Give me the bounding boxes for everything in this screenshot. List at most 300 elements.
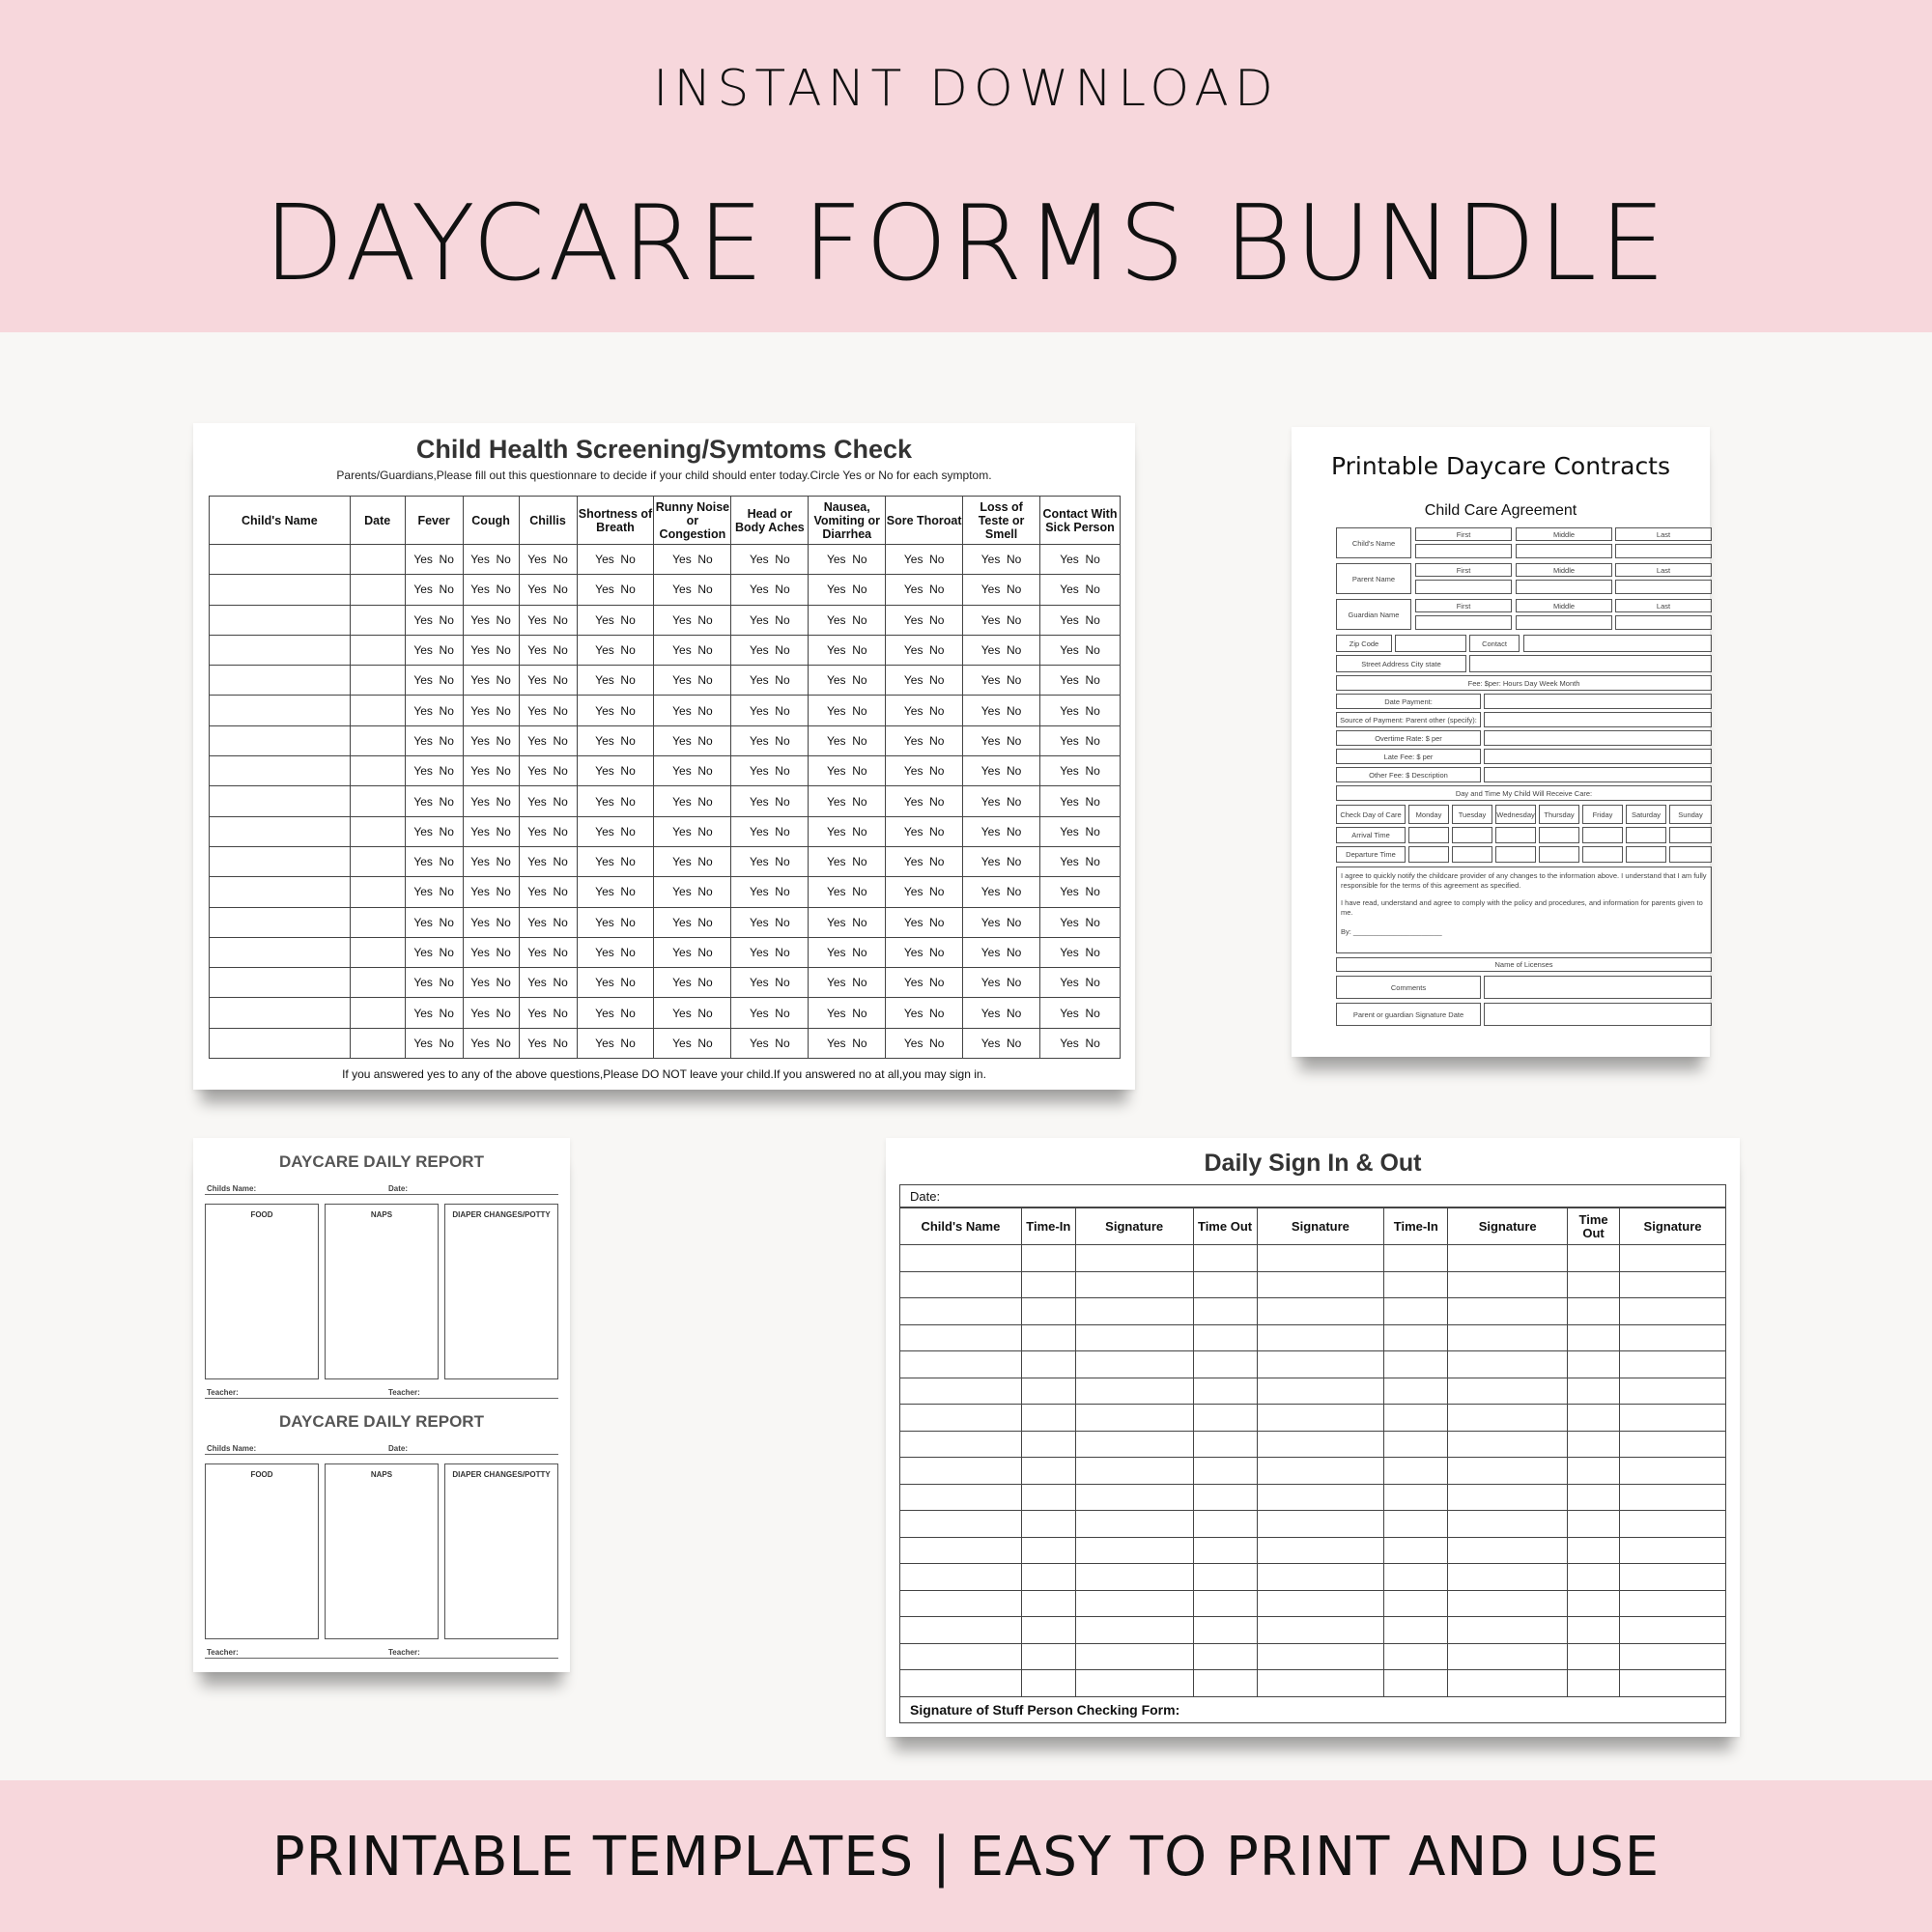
yes-no-option[interactable]: Yes No xyxy=(886,545,963,575)
blank-cell[interactable] xyxy=(1568,1564,1620,1591)
yes-no-option[interactable]: Yes No xyxy=(405,816,463,846)
blank-cell[interactable] xyxy=(1021,1298,1075,1325)
blank-cell[interactable] xyxy=(1384,1351,1448,1378)
blank-cell[interactable] xyxy=(900,1590,1022,1617)
yes-no-option[interactable]: Yes No xyxy=(405,575,463,605)
blank-cell[interactable] xyxy=(350,696,405,725)
blank-cell[interactable] xyxy=(1257,1670,1384,1697)
yes-no-option[interactable]: Yes No xyxy=(654,666,731,696)
blank-cell[interactable] xyxy=(1193,1643,1257,1670)
blank-cell[interactable] xyxy=(1257,1537,1384,1564)
blank-cell[interactable] xyxy=(1021,1458,1075,1485)
yes-no-option[interactable]: Yes No xyxy=(654,756,731,786)
blank-cell[interactable] xyxy=(900,1484,1022,1511)
yes-no-option[interactable]: Yes No xyxy=(463,696,519,725)
yes-no-option[interactable]: Yes No xyxy=(1040,998,1121,1028)
blank-cell[interactable] xyxy=(1021,1431,1075,1458)
blank-cell[interactable] xyxy=(350,877,405,907)
blank-cell[interactable] xyxy=(1568,1670,1620,1697)
yes-no-option[interactable]: Yes No xyxy=(809,968,886,998)
yes-no-option[interactable]: Yes No xyxy=(519,575,577,605)
blank-cell[interactable] xyxy=(1257,1271,1384,1298)
yes-no-option[interactable]: Yes No xyxy=(577,1028,654,1058)
blank-cell[interactable] xyxy=(1075,1405,1193,1432)
blank-cell[interactable] xyxy=(1384,1431,1448,1458)
blank-cell[interactable] xyxy=(1620,1564,1726,1591)
yes-no-option[interactable]: Yes No xyxy=(963,937,1040,967)
blank-cell[interactable] xyxy=(1193,1458,1257,1485)
blank-cell[interactable] xyxy=(1257,1324,1384,1351)
yes-no-option[interactable]: Yes No xyxy=(654,998,731,1028)
yes-no-option[interactable]: Yes No xyxy=(577,846,654,876)
blank-cell[interactable] xyxy=(350,635,405,665)
yes-no-option[interactable]: Yes No xyxy=(577,937,654,967)
yes-no-option[interactable]: Yes No xyxy=(463,907,519,937)
yes-no-option[interactable]: Yes No xyxy=(731,786,809,816)
yes-no-option[interactable]: Yes No xyxy=(519,907,577,937)
blank-cell[interactable] xyxy=(210,666,351,696)
yes-no-option[interactable]: Yes No xyxy=(463,725,519,755)
blank-cell[interactable] xyxy=(1021,1245,1075,1272)
yes-no-option[interactable]: Yes No xyxy=(809,846,886,876)
blank-cell[interactable] xyxy=(1384,1271,1448,1298)
blank-cell[interactable] xyxy=(1620,1643,1726,1670)
blank-cell[interactable] xyxy=(1257,1643,1384,1670)
yes-no-option[interactable]: Yes No xyxy=(577,635,654,665)
yes-no-option[interactable]: Yes No xyxy=(731,907,809,937)
yes-no-option[interactable]: Yes No xyxy=(519,846,577,876)
yes-no-option[interactable]: Yes No xyxy=(1040,575,1121,605)
yes-no-option[interactable]: Yes No xyxy=(654,696,731,725)
blank-cell[interactable] xyxy=(210,605,351,635)
blank-cell[interactable] xyxy=(1620,1298,1726,1325)
yes-no-option[interactable]: Yes No xyxy=(1040,907,1121,937)
yes-no-option[interactable]: Yes No xyxy=(577,666,654,696)
yes-no-option[interactable]: Yes No xyxy=(886,968,963,998)
blank-cell[interactable] xyxy=(350,605,405,635)
yes-no-option[interactable]: Yes No xyxy=(405,545,463,575)
yes-no-option[interactable]: Yes No xyxy=(654,545,731,575)
blank-cell[interactable] xyxy=(1021,1324,1075,1351)
blank-cell[interactable] xyxy=(1568,1643,1620,1670)
blank-cell[interactable] xyxy=(1620,1271,1726,1298)
yes-no-option[interactable]: Yes No xyxy=(519,696,577,725)
blank-cell[interactable] xyxy=(900,1617,1022,1644)
blank-cell[interactable] xyxy=(1384,1324,1448,1351)
blank-cell[interactable] xyxy=(1448,1271,1568,1298)
yes-no-option[interactable]: Yes No xyxy=(963,998,1040,1028)
yes-no-option[interactable]: Yes No xyxy=(463,998,519,1028)
yes-no-option[interactable]: Yes No xyxy=(886,846,963,876)
yes-no-option[interactable]: Yes No xyxy=(463,605,519,635)
yes-no-option[interactable]: Yes No xyxy=(519,937,577,967)
yes-no-option[interactable]: Yes No xyxy=(405,786,463,816)
blank-cell[interactable] xyxy=(1257,1405,1384,1432)
yes-no-option[interactable]: Yes No xyxy=(1040,786,1121,816)
blank-cell[interactable] xyxy=(1075,1351,1193,1378)
blank-cell[interactable] xyxy=(1257,1590,1384,1617)
blank-cell[interactable] xyxy=(210,786,351,816)
blank-cell[interactable] xyxy=(1568,1617,1620,1644)
yes-no-option[interactable]: Yes No xyxy=(886,877,963,907)
blank-cell[interactable] xyxy=(1257,1245,1384,1272)
yes-no-option[interactable]: Yes No xyxy=(519,968,577,998)
yes-no-option[interactable]: Yes No xyxy=(809,725,886,755)
yes-no-option[interactable]: Yes No xyxy=(463,968,519,998)
blank-cell[interactable] xyxy=(1448,1511,1568,1538)
blank-cell[interactable] xyxy=(210,907,351,937)
yes-no-option[interactable]: Yes No xyxy=(577,968,654,998)
blank-cell[interactable] xyxy=(210,998,351,1028)
blank-cell[interactable] xyxy=(1075,1245,1193,1272)
blank-cell[interactable] xyxy=(1193,1617,1257,1644)
blank-cell[interactable] xyxy=(1568,1271,1620,1298)
blank-cell[interactable] xyxy=(1568,1298,1620,1325)
blank-cell[interactable] xyxy=(1075,1458,1193,1485)
blank-cell[interactable] xyxy=(1075,1564,1193,1591)
yes-no-option[interactable]: Yes No xyxy=(963,877,1040,907)
yes-no-option[interactable]: Yes No xyxy=(963,575,1040,605)
blank-cell[interactable] xyxy=(1620,1378,1726,1405)
yes-no-option[interactable]: Yes No xyxy=(809,907,886,937)
yes-no-option[interactable]: Yes No xyxy=(731,877,809,907)
blank-cell[interactable] xyxy=(350,968,405,998)
blank-cell[interactable] xyxy=(1384,1378,1448,1405)
yes-no-option[interactable]: Yes No xyxy=(654,1028,731,1058)
blank-cell[interactable] xyxy=(1075,1431,1193,1458)
blank-cell[interactable] xyxy=(1620,1324,1726,1351)
yes-no-option[interactable]: Yes No xyxy=(405,696,463,725)
yes-no-option[interactable]: Yes No xyxy=(731,756,809,786)
yes-no-option[interactable]: Yes No xyxy=(963,816,1040,846)
blank-cell[interactable] xyxy=(350,666,405,696)
blank-cell[interactable] xyxy=(1568,1405,1620,1432)
blank-cell[interactable] xyxy=(350,756,405,786)
blank-cell[interactable] xyxy=(1448,1643,1568,1670)
yes-no-option[interactable]: Yes No xyxy=(405,907,463,937)
yes-no-option[interactable]: Yes No xyxy=(463,1028,519,1058)
blank-cell[interactable] xyxy=(1257,1458,1384,1485)
blank-cell[interactable] xyxy=(900,1378,1022,1405)
blank-cell[interactable] xyxy=(210,545,351,575)
blank-cell[interactable] xyxy=(350,725,405,755)
yes-no-option[interactable]: Yes No xyxy=(405,756,463,786)
blank-cell[interactable] xyxy=(1620,1537,1726,1564)
yes-no-option[interactable]: Yes No xyxy=(809,696,886,725)
yes-no-option[interactable]: Yes No xyxy=(654,816,731,846)
yes-no-option[interactable]: Yes No xyxy=(519,816,577,846)
yes-no-option[interactable]: Yes No xyxy=(886,696,963,725)
blank-cell[interactable] xyxy=(1193,1405,1257,1432)
blank-cell[interactable] xyxy=(900,1298,1022,1325)
yes-no-option[interactable]: Yes No xyxy=(654,968,731,998)
yes-no-option[interactable]: Yes No xyxy=(654,877,731,907)
blank-cell[interactable] xyxy=(1075,1590,1193,1617)
blank-cell[interactable] xyxy=(1075,1617,1193,1644)
yes-no-option[interactable]: Yes No xyxy=(809,756,886,786)
yes-no-option[interactable]: Yes No xyxy=(577,545,654,575)
yes-no-option[interactable]: Yes No xyxy=(886,635,963,665)
blank-cell[interactable] xyxy=(350,545,405,575)
yes-no-option[interactable]: Yes No xyxy=(731,846,809,876)
blank-cell[interactable] xyxy=(1193,1670,1257,1697)
yes-no-option[interactable]: Yes No xyxy=(519,786,577,816)
yes-no-option[interactable]: Yes No xyxy=(731,575,809,605)
blank-cell[interactable] xyxy=(1448,1537,1568,1564)
yes-no-option[interactable]: Yes No xyxy=(809,1028,886,1058)
blank-cell[interactable] xyxy=(1075,1670,1193,1697)
blank-cell[interactable] xyxy=(350,907,405,937)
blank-cell[interactable] xyxy=(1384,1484,1448,1511)
blank-cell[interactable] xyxy=(1193,1324,1257,1351)
blank-cell[interactable] xyxy=(1193,1378,1257,1405)
blank-cell[interactable] xyxy=(1021,1564,1075,1591)
blank-cell[interactable] xyxy=(1021,1351,1075,1378)
blank-cell[interactable] xyxy=(1193,1351,1257,1378)
yes-no-option[interactable]: Yes No xyxy=(886,605,963,635)
yes-no-option[interactable]: Yes No xyxy=(731,605,809,635)
yes-no-option[interactable]: Yes No xyxy=(809,545,886,575)
blank-cell[interactable] xyxy=(900,1351,1022,1378)
yes-no-option[interactable]: Yes No xyxy=(519,666,577,696)
yes-no-option[interactable]: Yes No xyxy=(1040,635,1121,665)
blank-cell[interactable] xyxy=(1448,1590,1568,1617)
blank-cell[interactable] xyxy=(210,696,351,725)
blank-cell[interactable] xyxy=(1568,1484,1620,1511)
blank-cell[interactable] xyxy=(1448,1564,1568,1591)
yes-no-option[interactable]: Yes No xyxy=(809,575,886,605)
blank-cell[interactable] xyxy=(1384,1511,1448,1538)
yes-no-option[interactable]: Yes No xyxy=(1040,545,1121,575)
blank-cell[interactable] xyxy=(1620,1405,1726,1432)
blank-cell[interactable] xyxy=(1257,1511,1384,1538)
yes-no-option[interactable]: Yes No xyxy=(519,877,577,907)
blank-cell[interactable] xyxy=(1384,1298,1448,1325)
blank-cell[interactable] xyxy=(1021,1643,1075,1670)
blank-cell[interactable] xyxy=(1448,1670,1568,1697)
yes-no-option[interactable]: Yes No xyxy=(405,998,463,1028)
yes-no-option[interactable]: Yes No xyxy=(886,575,963,605)
blank-cell[interactable] xyxy=(1448,1245,1568,1272)
blank-cell[interactable] xyxy=(1021,1271,1075,1298)
yes-no-option[interactable]: Yes No xyxy=(1040,846,1121,876)
yes-no-option[interactable]: Yes No xyxy=(405,725,463,755)
blank-cell[interactable] xyxy=(350,816,405,846)
yes-no-option[interactable]: Yes No xyxy=(809,816,886,846)
yes-no-option[interactable]: Yes No xyxy=(577,816,654,846)
yes-no-option[interactable]: Yes No xyxy=(809,998,886,1028)
yes-no-option[interactable]: Yes No xyxy=(654,907,731,937)
blank-cell[interactable] xyxy=(1021,1670,1075,1697)
blank-cell[interactable] xyxy=(1193,1245,1257,1272)
yes-no-option[interactable]: Yes No xyxy=(519,998,577,1028)
blank-cell[interactable] xyxy=(1568,1537,1620,1564)
yes-no-option[interactable]: Yes No xyxy=(731,635,809,665)
blank-cell[interactable] xyxy=(1568,1511,1620,1538)
yes-no-option[interactable]: Yes No xyxy=(577,877,654,907)
blank-cell[interactable] xyxy=(900,1670,1022,1697)
blank-cell[interactable] xyxy=(1021,1617,1075,1644)
yes-no-option[interactable]: Yes No xyxy=(654,605,731,635)
yes-no-option[interactable]: Yes No xyxy=(809,877,886,907)
blank-cell[interactable] xyxy=(350,998,405,1028)
yes-no-option[interactable]: Yes No xyxy=(463,635,519,665)
yes-no-option[interactable]: Yes No xyxy=(1040,605,1121,635)
blank-cell[interactable] xyxy=(1075,1324,1193,1351)
yes-no-option[interactable]: Yes No xyxy=(886,998,963,1028)
blank-cell[interactable] xyxy=(900,1537,1022,1564)
blank-cell[interactable] xyxy=(1193,1484,1257,1511)
yes-no-option[interactable]: Yes No xyxy=(963,545,1040,575)
blank-cell[interactable] xyxy=(350,1028,405,1058)
yes-no-option[interactable]: Yes No xyxy=(519,635,577,665)
blank-cell[interactable] xyxy=(900,1245,1022,1272)
yes-no-option[interactable]: Yes No xyxy=(405,635,463,665)
yes-no-option[interactable]: Yes No xyxy=(654,635,731,665)
blank-cell[interactable] xyxy=(1620,1617,1726,1644)
blank-cell[interactable] xyxy=(1193,1431,1257,1458)
blank-cell[interactable] xyxy=(1075,1378,1193,1405)
blank-cell[interactable] xyxy=(1021,1484,1075,1511)
yes-no-option[interactable]: Yes No xyxy=(519,756,577,786)
yes-no-option[interactable]: Yes No xyxy=(577,696,654,725)
yes-no-option[interactable]: Yes No xyxy=(519,1028,577,1058)
blank-cell[interactable] xyxy=(1075,1643,1193,1670)
blank-cell[interactable] xyxy=(1448,1617,1568,1644)
blank-cell[interactable] xyxy=(210,1028,351,1058)
yes-no-option[interactable]: Yes No xyxy=(1040,816,1121,846)
blank-cell[interactable] xyxy=(1257,1617,1384,1644)
blank-cell[interactable] xyxy=(1021,1378,1075,1405)
blank-cell[interactable] xyxy=(350,786,405,816)
blank-cell[interactable] xyxy=(1384,1670,1448,1697)
blank-cell[interactable] xyxy=(1384,1590,1448,1617)
blank-cell[interactable] xyxy=(1021,1511,1075,1538)
blank-cell[interactable] xyxy=(1620,1351,1726,1378)
blank-cell[interactable] xyxy=(1193,1590,1257,1617)
yes-no-option[interactable]: Yes No xyxy=(886,725,963,755)
blank-cell[interactable] xyxy=(900,1324,1022,1351)
yes-no-option[interactable]: Yes No xyxy=(886,907,963,937)
yes-no-option[interactable]: Yes No xyxy=(577,725,654,755)
blank-cell[interactable] xyxy=(1448,1351,1568,1378)
yes-no-option[interactable]: Yes No xyxy=(886,756,963,786)
yes-no-option[interactable]: Yes No xyxy=(963,756,1040,786)
blank-cell[interactable] xyxy=(1568,1378,1620,1405)
blank-cell[interactable] xyxy=(1257,1484,1384,1511)
yes-no-option[interactable]: Yes No xyxy=(731,816,809,846)
yes-no-option[interactable]: Yes No xyxy=(405,666,463,696)
blank-cell[interactable] xyxy=(1257,1351,1384,1378)
yes-no-option[interactable]: Yes No xyxy=(654,786,731,816)
blank-cell[interactable] xyxy=(210,937,351,967)
blank-cell[interactable] xyxy=(1568,1351,1620,1378)
blank-cell[interactable] xyxy=(1075,1537,1193,1564)
yes-no-option[interactable]: Yes No xyxy=(963,1028,1040,1058)
yes-no-option[interactable]: Yes No xyxy=(886,786,963,816)
blank-cell[interactable] xyxy=(1448,1431,1568,1458)
yes-no-option[interactable]: Yes No xyxy=(577,998,654,1028)
yes-no-option[interactable]: Yes No xyxy=(731,725,809,755)
yes-no-option[interactable]: Yes No xyxy=(405,1028,463,1058)
yes-no-option[interactable]: Yes No xyxy=(809,635,886,665)
blank-cell[interactable] xyxy=(210,968,351,998)
yes-no-option[interactable]: Yes No xyxy=(1040,756,1121,786)
blank-cell[interactable] xyxy=(1620,1431,1726,1458)
blank-cell[interactable] xyxy=(900,1405,1022,1432)
blank-cell[interactable] xyxy=(1568,1458,1620,1485)
yes-no-option[interactable]: Yes No xyxy=(809,605,886,635)
yes-no-option[interactable]: Yes No xyxy=(731,696,809,725)
blank-cell[interactable] xyxy=(350,846,405,876)
blank-cell[interactable] xyxy=(1257,1564,1384,1591)
yes-no-option[interactable]: Yes No xyxy=(463,575,519,605)
blank-cell[interactable] xyxy=(900,1511,1022,1538)
yes-no-option[interactable]: Yes No xyxy=(463,877,519,907)
yes-no-option[interactable]: Yes No xyxy=(577,907,654,937)
yes-no-option[interactable]: Yes No xyxy=(963,907,1040,937)
blank-cell[interactable] xyxy=(1075,1511,1193,1538)
yes-no-option[interactable]: Yes No xyxy=(463,786,519,816)
blank-cell[interactable] xyxy=(1448,1458,1568,1485)
blank-cell[interactable] xyxy=(210,756,351,786)
blank-cell[interactable] xyxy=(1620,1484,1726,1511)
yes-no-option[interactable]: Yes No xyxy=(963,846,1040,876)
blank-cell[interactable] xyxy=(350,575,405,605)
blank-cell[interactable] xyxy=(900,1564,1022,1591)
yes-no-option[interactable]: Yes No xyxy=(1040,937,1121,967)
yes-no-option[interactable]: Yes No xyxy=(731,545,809,575)
blank-cell[interactable] xyxy=(1448,1298,1568,1325)
yes-no-option[interactable]: Yes No xyxy=(463,756,519,786)
blank-cell[interactable] xyxy=(210,816,351,846)
yes-no-option[interactable]: Yes No xyxy=(963,696,1040,725)
yes-no-option[interactable]: Yes No xyxy=(405,968,463,998)
yes-no-option[interactable]: Yes No xyxy=(886,1028,963,1058)
blank-cell[interactable] xyxy=(1021,1537,1075,1564)
yes-no-option[interactable]: Yes No xyxy=(577,605,654,635)
blank-cell[interactable] xyxy=(1075,1271,1193,1298)
yes-no-option[interactable]: Yes No xyxy=(405,846,463,876)
blank-cell[interactable] xyxy=(900,1271,1022,1298)
blank-cell[interactable] xyxy=(1075,1484,1193,1511)
yes-no-option[interactable]: Yes No xyxy=(654,575,731,605)
blank-cell[interactable] xyxy=(1384,1405,1448,1432)
blank-cell[interactable] xyxy=(1021,1405,1075,1432)
yes-no-option[interactable]: Yes No xyxy=(405,605,463,635)
yes-no-option[interactable]: Yes No xyxy=(463,666,519,696)
blank-cell[interactable] xyxy=(210,575,351,605)
blank-cell[interactable] xyxy=(1193,1564,1257,1591)
yes-no-option[interactable]: Yes No xyxy=(1040,877,1121,907)
yes-no-option[interactable]: Yes No xyxy=(654,846,731,876)
blank-cell[interactable] xyxy=(1384,1617,1448,1644)
blank-cell[interactable] xyxy=(1568,1245,1620,1272)
blank-cell[interactable] xyxy=(1257,1431,1384,1458)
blank-cell[interactable] xyxy=(1448,1378,1568,1405)
blank-cell[interactable] xyxy=(350,937,405,967)
blank-cell[interactable] xyxy=(1384,1458,1448,1485)
yes-no-option[interactable]: Yes No xyxy=(463,816,519,846)
yes-no-option[interactable]: Yes No xyxy=(1040,968,1121,998)
blank-cell[interactable] xyxy=(1257,1378,1384,1405)
yes-no-option[interactable]: Yes No xyxy=(463,846,519,876)
blank-cell[interactable] xyxy=(1568,1324,1620,1351)
yes-no-option[interactable]: Yes No xyxy=(519,725,577,755)
blank-cell[interactable] xyxy=(1448,1484,1568,1511)
blank-cell[interactable] xyxy=(1257,1298,1384,1325)
yes-no-option[interactable]: Yes No xyxy=(519,605,577,635)
